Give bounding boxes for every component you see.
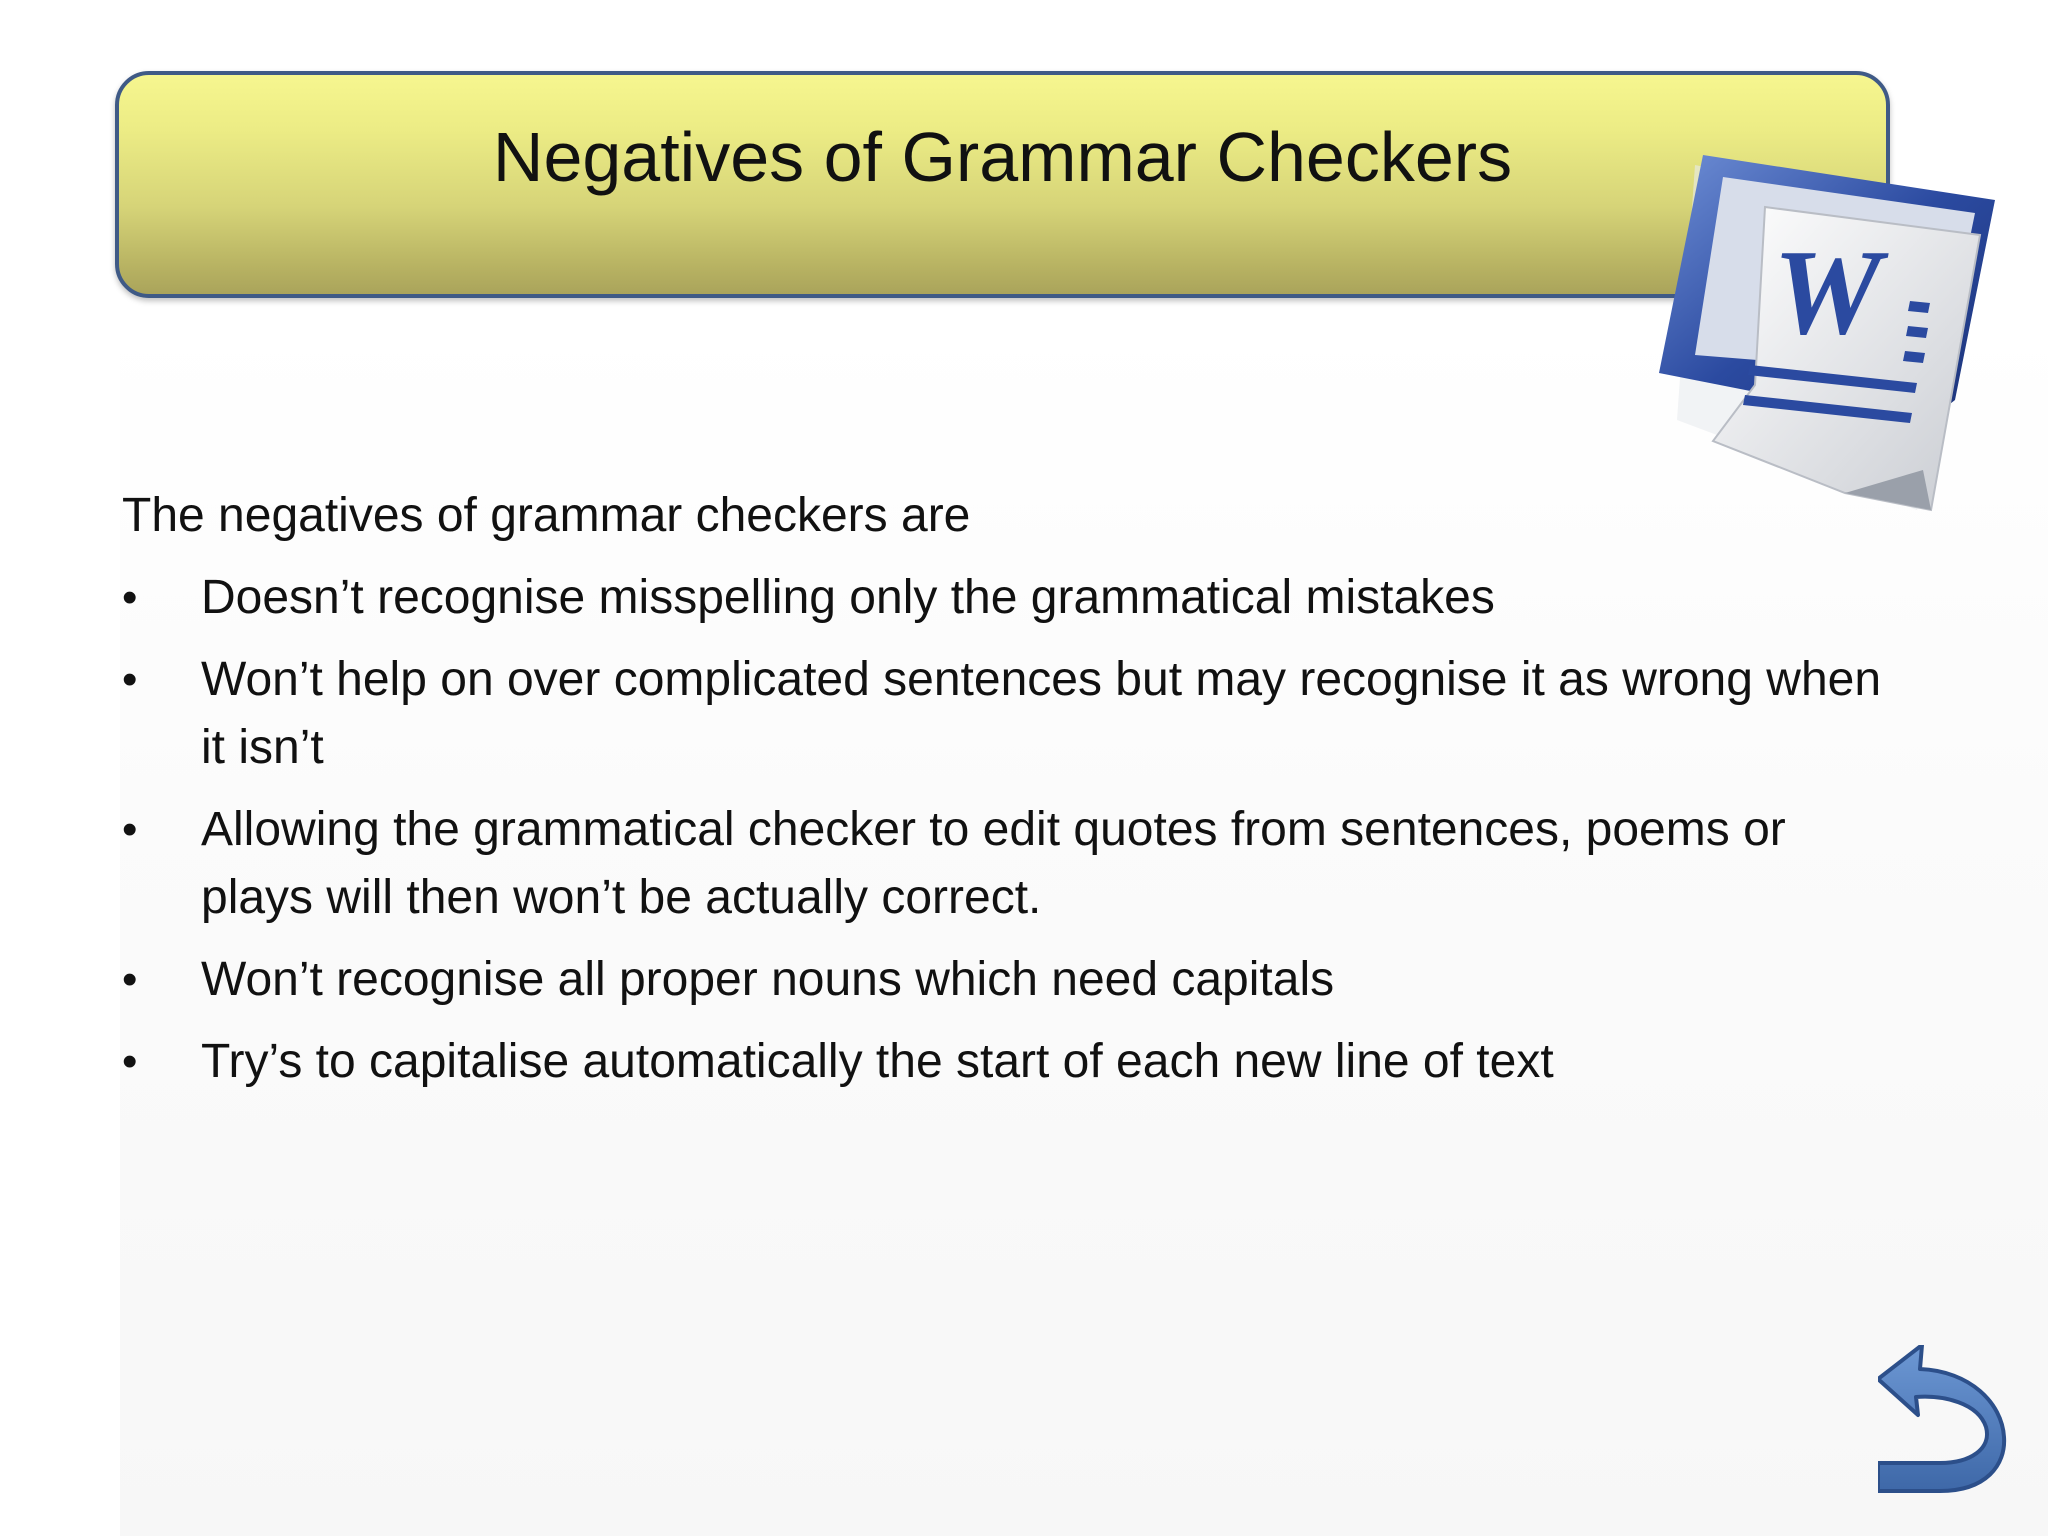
list-item-text: Doesn’t recognise misspelling only the grammatical mistakes <box>201 571 1495 624</box>
slide-title: Negatives of Grammar Checkers <box>492 118 1513 196</box>
title-banner <box>115 71 1890 298</box>
bullet-marker: • <box>122 655 138 704</box>
svg-text:W: W <box>1773 225 1882 360</box>
bullet-marker: • <box>122 805 138 854</box>
list-item-text: Won’t recognise all proper nouns which need capitals <box>201 953 1335 1006</box>
list-item <box>122 1028 1902 1096</box>
list-item-text: Try’s to capitalise automatically the start of each new line of text <box>201 1035 1554 1088</box>
intro-text: The negatives of grammar checkers are <box>122 489 971 542</box>
list-item-text: Won’t help on over complicated sentences but may recognise it as wrong when it isn’t <box>201 653 1882 774</box>
slide-body <box>122 482 1902 1110</box>
bullet-marker: • <box>122 1037 138 1086</box>
list-item <box>122 796 1902 932</box>
bullet-marker: • <box>122 573 138 622</box>
return-arrow-icon[interactable] <box>1878 1345 2008 1495</box>
list-item <box>122 646 1902 782</box>
word-document-icon <box>1655 155 2030 535</box>
list-item-text: Allowing the grammatical checker to edit quotes from sentences, poems or plays will then won’t be actually correct. <box>201 803 1786 924</box>
list-item <box>122 564 1902 632</box>
list-item <box>122 946 1902 1014</box>
bullet-list <box>122 564 1902 1096</box>
bullet-marker: • <box>122 955 138 1004</box>
